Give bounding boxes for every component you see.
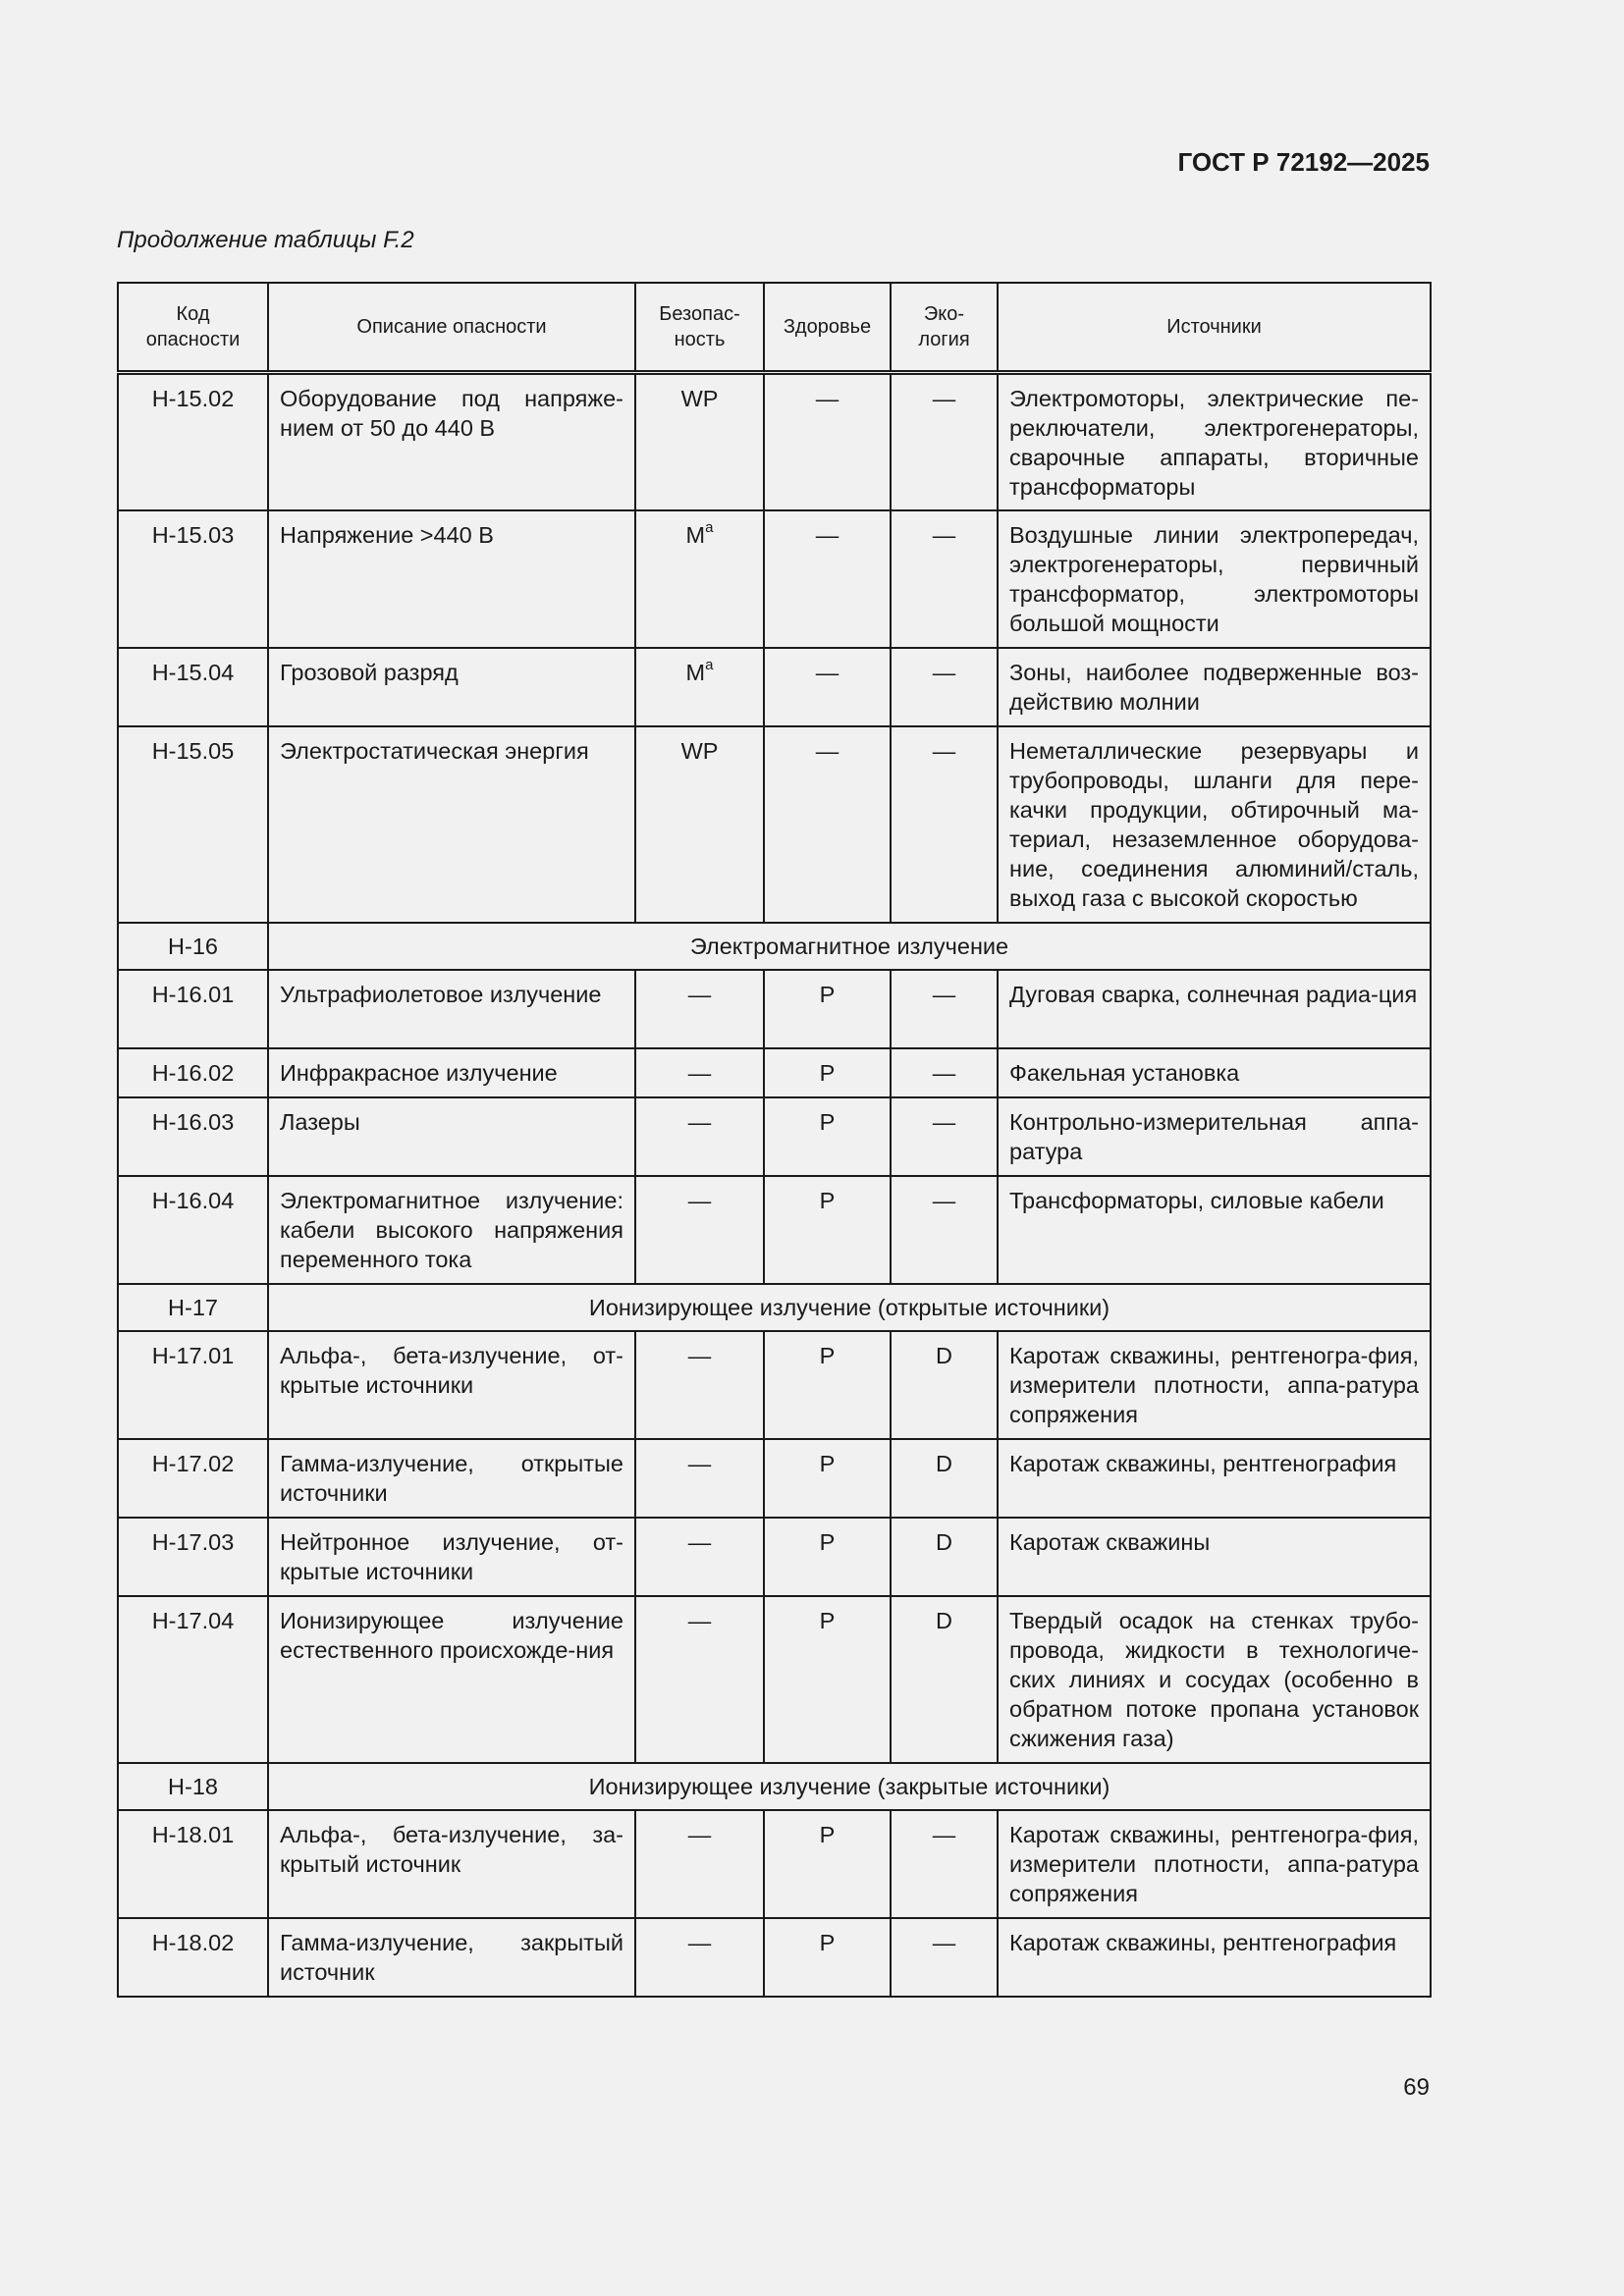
hazard-description: Инфракрасное излучение: [268, 1048, 635, 1097]
hazard-code: H-18: [118, 1763, 268, 1810]
safety-value: —: [635, 1097, 764, 1176]
hazard-code: H-16.02: [118, 1048, 268, 1097]
safety-value: WP: [635, 726, 764, 923]
hazard-code: H-15.03: [118, 510, 268, 648]
hazard-description: Электромагнитное излучение: кабели высокого напряжения переменного тока: [268, 1176, 635, 1284]
group-row: [118, 923, 1431, 970]
hazard-sources: Трансформаторы, силовые кабели: [998, 1176, 1431, 1284]
health-value: —: [764, 510, 891, 648]
hazard-description: Ультрафиолетовое излучение: [268, 970, 635, 1048]
hazard-description: Лазеры: [268, 1097, 635, 1176]
table-body: [118, 373, 1431, 1997]
health-value: —: [764, 373, 891, 510]
ecology-value: D: [891, 1596, 998, 1763]
ecology-value: —: [891, 1918, 998, 1997]
footnote-marker: a: [705, 518, 714, 536]
hazard-sources: Каротаж скважины: [998, 1518, 1431, 1596]
table-row: [118, 510, 1431, 648]
hazard-code: H-16.04: [118, 1176, 268, 1284]
hazard-description: Альфа-, бета-излучение, за-крытый источник: [268, 1810, 635, 1918]
safety-value: —: [635, 1176, 764, 1284]
hazard-description: Грозовой разряд: [268, 648, 635, 726]
group-title: Ионизирующее излучение (закрытые источники): [268, 1763, 1431, 1810]
health-value: —: [764, 726, 891, 923]
hazard-sources: Неметаллические резервуары и трубопроводы, шланги для пере-качки продукции, обтирочный ма-териал, незаземленное оборудова-ние, соединения алюминий/сталь, выход газа с высокой скоростью: [998, 726, 1431, 923]
hazard-sources: Электромоторы, электрические пе-реключатели, электрогенераторы, сварочные аппараты, вторичные трансформаторы: [998, 373, 1431, 510]
health-value: —: [764, 648, 891, 726]
hazard-code: H-17.01: [118, 1331, 268, 1439]
hazard-description: Альфа-, бета-излучение, от-крытые источники: [268, 1331, 635, 1439]
health-value: P: [764, 1439, 891, 1518]
health-value: P: [764, 1331, 891, 1439]
hazard-code: H-17.04: [118, 1596, 268, 1763]
column-header: Описание опасности: [268, 283, 635, 373]
column-header: Безопас- ность: [635, 283, 764, 373]
safety-value: —: [635, 1810, 764, 1918]
hazard-description: Ионизирующее излучение естественного происхожде-ния: [268, 1596, 635, 1763]
hazard-sources: Каротаж скважины, рентгенография: [998, 1439, 1431, 1518]
table-row: [118, 1331, 1431, 1439]
hazard-table: [117, 282, 1432, 1998]
table-row: [118, 648, 1431, 726]
table-row: [118, 1176, 1431, 1284]
safety-value: —: [635, 1918, 764, 1997]
hazard-code: H-17.02: [118, 1439, 268, 1518]
table-row: [118, 1596, 1431, 1763]
ecology-value: —: [891, 510, 998, 648]
table-caption: Продолжение таблицы F.2: [117, 227, 414, 253]
ecology-value: —: [891, 1097, 998, 1176]
column-header: Источники: [998, 283, 1431, 373]
hazard-code: H-18.01: [118, 1810, 268, 1918]
ecology-value: D: [891, 1331, 998, 1439]
hazard-description: Электростатическая энергия: [268, 726, 635, 923]
table-row: [118, 1810, 1431, 1918]
ecology-value: D: [891, 1439, 998, 1518]
safety-value: —: [635, 970, 764, 1048]
column-header: Здоровье: [764, 283, 891, 373]
health-value: P: [764, 1176, 891, 1284]
safety-value: —: [635, 1048, 764, 1097]
group-title: Ионизирующее излучение (открытые источники): [268, 1284, 1431, 1331]
hazard-description: Напряжение >440 В: [268, 510, 635, 648]
table-row: [118, 970, 1431, 1048]
safety-value: —: [635, 1331, 764, 1439]
hazard-code: H-17: [118, 1284, 268, 1331]
hazard-code: H-16: [118, 923, 268, 970]
hazard-code: H-16.01: [118, 970, 268, 1048]
hazard-code: H-18.02: [118, 1918, 268, 1997]
column-header: Эко- логия: [891, 283, 998, 373]
hazard-sources: Воздушные линии электропередач, электрогенераторы, первичный трансформатор, электромоторы большой мощности: [998, 510, 1431, 648]
hazard-sources: Каротаж скважины, рентгеногра-фия, измерители плотности, аппа-ратура сопряжения: [998, 1810, 1431, 1918]
hazard-description: Нейтронное излучение, от-крытые источники: [268, 1518, 635, 1596]
hazard-sources: Факельная установка: [998, 1048, 1431, 1097]
hazard-sources: Контрольно-измерительная аппа-ратура: [998, 1097, 1431, 1176]
safety-value: $M^a$: [635, 510, 764, 648]
table-row: [118, 1518, 1431, 1596]
group-title: Электромагнитное излучение: [268, 923, 1431, 970]
footnote-marker: a: [705, 656, 714, 673]
health-value: P: [764, 1097, 891, 1176]
hazard-description: Гамма-излучение, открытые источники: [268, 1439, 635, 1518]
table-row: [118, 1097, 1431, 1176]
group-row: [118, 1284, 1431, 1331]
hazard-code: H-15.04: [118, 648, 268, 726]
table-row: [118, 373, 1431, 510]
ecology-value: —: [891, 726, 998, 923]
group-row: [118, 1763, 1431, 1810]
document-header: ГОСТ Р 72192—2025: [1177, 147, 1430, 177]
ecology-value: —: [891, 373, 998, 510]
hazard-code: H-15.05: [118, 726, 268, 923]
table-row: [118, 1048, 1431, 1097]
health-value: P: [764, 1518, 891, 1596]
safety-value: $M^a$: [635, 648, 764, 726]
safety-value: WP: [635, 373, 764, 510]
health-value: P: [764, 1048, 891, 1097]
column-header: Код опасности: [118, 283, 268, 373]
ecology-value: —: [891, 970, 998, 1048]
hazard-code: H-15.02: [118, 373, 268, 510]
health-value: P: [764, 1596, 891, 1763]
hazard-sources: Каротаж скважины, рентгеногра-фия, измерители плотности, аппа-ратура сопряжения: [998, 1331, 1431, 1439]
hazard-description: Оборудование под напряже-нием от 50 до 440 В: [268, 373, 635, 510]
hazard-sources: Зоны, наиболее подверженные воз-действию молнии: [998, 648, 1431, 726]
health-value: P: [764, 970, 891, 1048]
table-row: [118, 1918, 1431, 1997]
hazard-sources: Твердый осадок на стенках трубо-провода, жидкости в технологиче-ских линиях и сосудах (особенно в обратном потоке пропана установок сжижения газа): [998, 1596, 1431, 1763]
hazard-sources: Каротаж скважины, рентгенография: [998, 1918, 1431, 1997]
hazard-code: H-17.03: [118, 1518, 268, 1596]
hazard-code: H-16.03: [118, 1097, 268, 1176]
table-row: [118, 1439, 1431, 1518]
table-header-row: [118, 283, 1431, 373]
hazard-description: Гамма-излучение, закрытый источник: [268, 1918, 635, 1997]
ecology-value: —: [891, 1810, 998, 1918]
safety-value: —: [635, 1596, 764, 1763]
ecology-value: —: [891, 1048, 998, 1097]
table-row: [118, 726, 1431, 923]
health-value: P: [764, 1918, 891, 1997]
hazard-sources: Дуговая сварка, солнечная радиа-ция: [998, 970, 1431, 1048]
safety-value: —: [635, 1439, 764, 1518]
safety-value: —: [635, 1518, 764, 1596]
page-number: 69: [1403, 2074, 1430, 2101]
health-value: P: [764, 1810, 891, 1918]
ecology-value: —: [891, 1176, 998, 1284]
ecology-value: D: [891, 1518, 998, 1596]
ecology-value: —: [891, 648, 998, 726]
